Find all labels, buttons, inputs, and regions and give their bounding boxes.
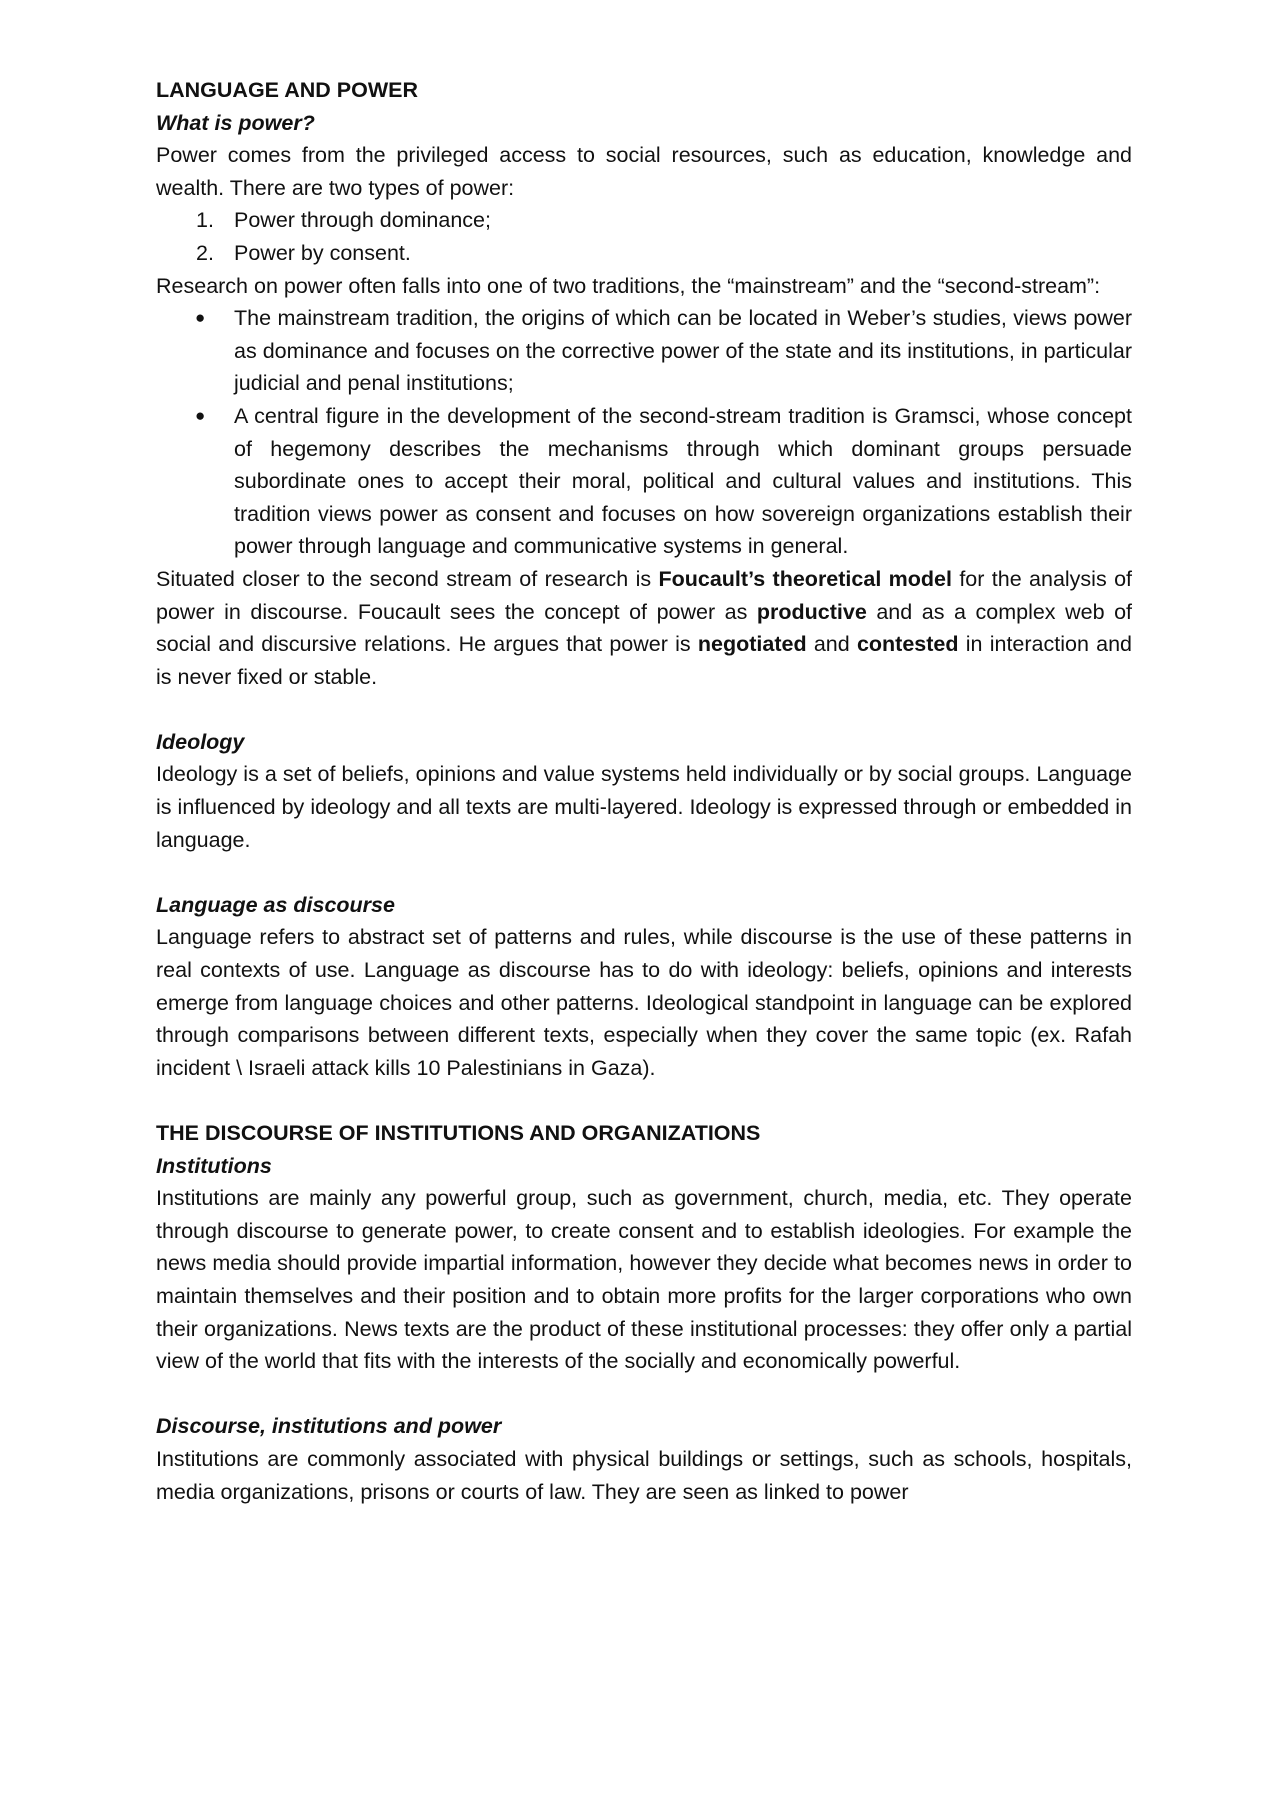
paragraph-research-traditions: Research on power often falls into one of two traditions, the “mainstream” and the “second-stream”: bbox=[156, 273, 1101, 298]
section-title-language-and-power: LANGUAGE AND POWER bbox=[156, 78, 418, 102]
paragraph-power-intro: Power comes from the privileged access to social resources, such as education, knowledge and wealth. There are two types of power: bbox=[156, 143, 1132, 200]
list-number: 1. bbox=[196, 208, 214, 233]
paragraph-language-as-discourse: Language refers to abstract set of patterns and rules, while discourse is the use of these patterns in real contexts of use. Language as discourse has to do with ideology: beliefs, opinions and interests emerge from language choices and other patterns. Ideological standpoint in language can be explored through comparisons between different texts, especially when they cover the same topic (ex. Rafah incident \ Israeli attack kills 10 Palestinians in Gaza). bbox=[156, 925, 1132, 1080]
section-title-institutions: THE DISCOURSE OF INSTITUTIONS AND ORGANIZATIONS bbox=[156, 1121, 761, 1145]
list-item bbox=[156, 237, 1132, 270]
text-run: and bbox=[806, 632, 857, 657]
blank-line bbox=[156, 1084, 1132, 1117]
text-run: for the analysis of power in discourse. Foucault sees the concept of power as bbox=[156, 566, 1133, 624]
power-types-list bbox=[156, 204, 1132, 269]
heading-ideology: Ideology bbox=[156, 729, 245, 754]
heading-discourse-institutions-power: Discourse, institutions and power bbox=[156, 1414, 502, 1439]
list-item-text: Power by consent. bbox=[234, 240, 411, 265]
bullet-icon: ● bbox=[195, 308, 206, 328]
list-item bbox=[156, 204, 1132, 237]
list-item-text: The mainstream tradition, the origins of which can be located in Weber’s studies, views power as dominance and focuses on the corrective power of the state and its institutions, in particular judicial and penal institutions; bbox=[234, 306, 1132, 396]
bold-term-negotiated: negotiated bbox=[697, 632, 807, 657]
blank-line bbox=[156, 1378, 1132, 1411]
heading-institutions: Institutions bbox=[156, 1153, 272, 1178]
paragraph-discourse-institutions-power: Institutions are commonly associated with physical buildings or settings, such as schools, hospitals, media organizations, prisons or courts of law. They are seen as linked to power bbox=[156, 1446, 1132, 1504]
heading-language-as-discourse: Language as discourse bbox=[156, 892, 395, 917]
bullet-icon: ● bbox=[195, 405, 206, 425]
bold-term-contested: contested bbox=[856, 632, 959, 657]
bold-term-productive: productive bbox=[756, 599, 867, 624]
list-number: 2. bbox=[196, 240, 214, 265]
list-item-text: A central figure in the development of the second-stream tradition is Gramsci, whose concept of hegemony describes the mechanisms through which dominant groups persuade subordinate ones to accept their moral, political and cultural values and institutions. This tradition views power as consent and focuses on how sovereign organizations establish their power through language and communicative systems in general. bbox=[234, 403, 1132, 559]
document-page bbox=[156, 74, 1132, 1508]
paragraph-institutions: Institutions are mainly any powerful group, such as government, church, media, etc. They operate through discourse to generate power, to create consent and to establish ideologies. For example the news media should provide impartial information, however they decide what becomes news in order to maintain themselves and their position and to obtain more profits for the larger corporations who own their organizations. News texts are the product of these institutional processes: they offer only a partial view of the world that fits with the interests of the socially and economically powerful. bbox=[156, 1186, 1132, 1374]
bold-term-foucault-model: Foucault’s theoretical model bbox=[658, 566, 952, 591]
text-run: and as a complex web of social and discursive relations. He argues that power is bbox=[156, 599, 1132, 657]
list-item bbox=[156, 400, 1132, 563]
blank-line bbox=[156, 856, 1132, 889]
text-run: Situated closer to the second stream of research is bbox=[156, 566, 659, 591]
paragraph-ideology: Ideology is a set of beliefs, opinions and value systems held individually or by social groups. Language is influenced by ideology and all texts are multi-layered. Ideology is expressed through or embedded in language. bbox=[156, 762, 1132, 852]
text-run: in interaction and is never fixed or stable. bbox=[156, 632, 1133, 689]
list-item bbox=[156, 302, 1132, 400]
traditions-list bbox=[156, 302, 1132, 563]
heading-what-is-power: What is power? bbox=[156, 110, 315, 135]
blank-line bbox=[156, 693, 1132, 726]
list-item-text: Power through dominance; bbox=[234, 208, 491, 233]
paragraph-foucault bbox=[156, 563, 1132, 693]
